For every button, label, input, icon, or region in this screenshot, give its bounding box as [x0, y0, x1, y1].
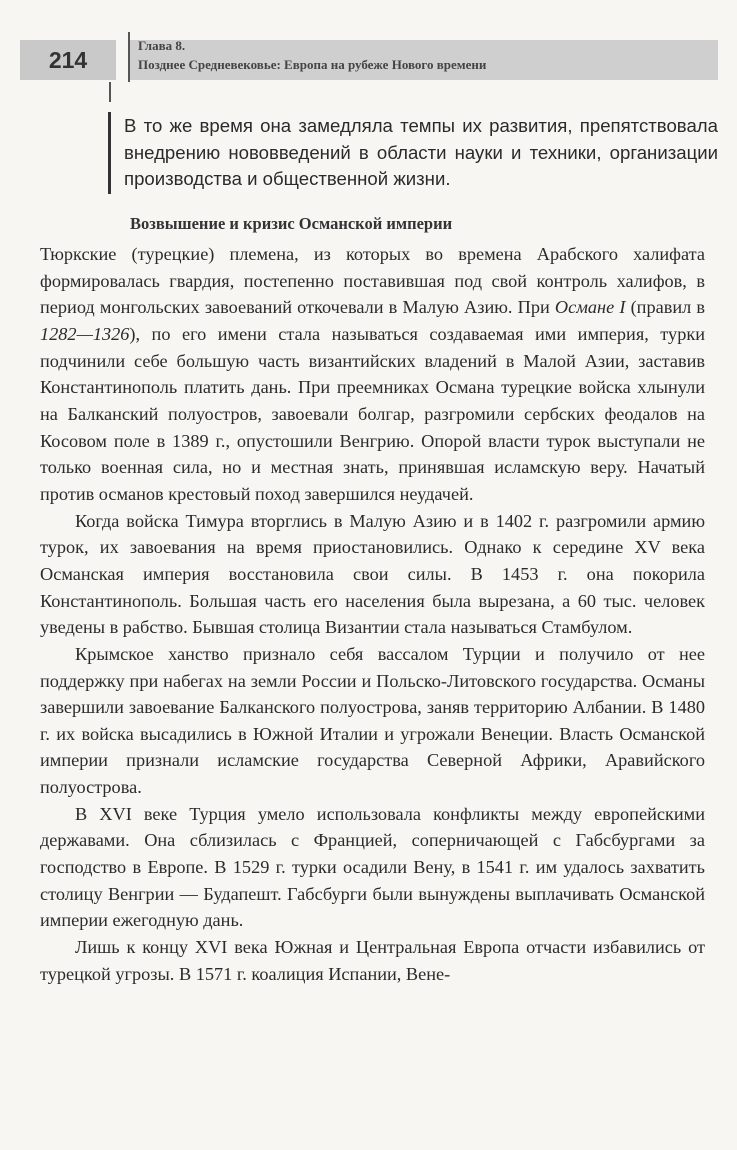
paragraph-text: Тюркские (турецкие) племена, из которых во времена Арабского халифата формировалась гвардия, постепенно поставившая под свой контроль халифов, в период монгольских завоеваний откочевали в Малую Азию. При — [40, 244, 705, 318]
paragraph-text: ), по его имени стала называться создаваемая ими империя, турки подчинили себе большую часть византийских владений в Малой Азии, заставив Константинополь платить дань. При преемниках Османа турецкие войска хлынули на Балканский полуостров, завоевали болгар, разгромили сербских феодалов на Косовом поле в 1389 г., опустошили Венгрию. Опорой власти турок выступали не только военная сила, но и местная знать, принявшая исламскую веру. Начатый против османов крестовый поход завершился неудачей. — [40, 323, 705, 504]
paragraph — [40, 241, 705, 508]
paragraph: Когда войска Тимура вторглись в Малую Азию и в 1402 г. разгромили армию турок, их завоевания на время приостановились. Однако к середине XV века Османская империя восстановила свои силы. В 1453 г. она покорила Константинополь. Большая часть его населения была вырезана, а 60 тыс. человек уведены в рабство. Бывшая столица Византии стала называться Стамбулом. — [40, 510, 705, 638]
quote-text: В то же время она замедляла темпы их развития, препятствовала внедрению нововведений в области науки и техники, организации производства и общественной жизни. — [124, 115, 718, 189]
section-title: Возвышение и кризис Османской империи — [130, 214, 453, 233]
quote-bar — [108, 112, 111, 194]
page-number: 214 — [20, 40, 116, 80]
reign-years: 1282—1326 — [40, 323, 130, 344]
body-text — [40, 241, 705, 987]
page-header — [20, 32, 718, 82]
paragraph: Лишь к концу XVI века Южная и Центральная Европа отчасти избавились от турецкой угрозы. В 1571 г. коалиция Испании, Вене- — [40, 937, 705, 984]
ruler-name: Османе I — [554, 297, 626, 318]
chapter-title: Позднее Средневековье: Европа на рубеже Нового времени — [138, 57, 487, 72]
chapter-label: Глава 8. — [138, 38, 186, 53]
header-divider-tail — [109, 82, 111, 102]
paragraph: В XVI веке Турция умело использовала конфликты между европейскими державами. Она сблизилась с Францией, соперничающей с Габсбургами за господство в Европе. В 1529 г. турки осадили Вену, в 1541 г. им удалось захватить столицу Венгрии — Будапешт. Габсбурги были вынуждены выплачивать Османской империи ежегодную дань. — [40, 803, 705, 931]
paragraph-text: (правил в — [625, 297, 706, 318]
paragraph: Крымское ханство признало себя вассалом Турции и получило от нее поддержку при набегах на земли России и Польско-Литовского государства. Османы завершили завоевание Балканского полуострова, заняв территорию Албании. В 1480 г. их войска высадились в Южной Италии и угрожали Венеции. Власть Османской империи признали исламские государства Северной Африки, Аравийского полуострова. — [40, 643, 705, 798]
